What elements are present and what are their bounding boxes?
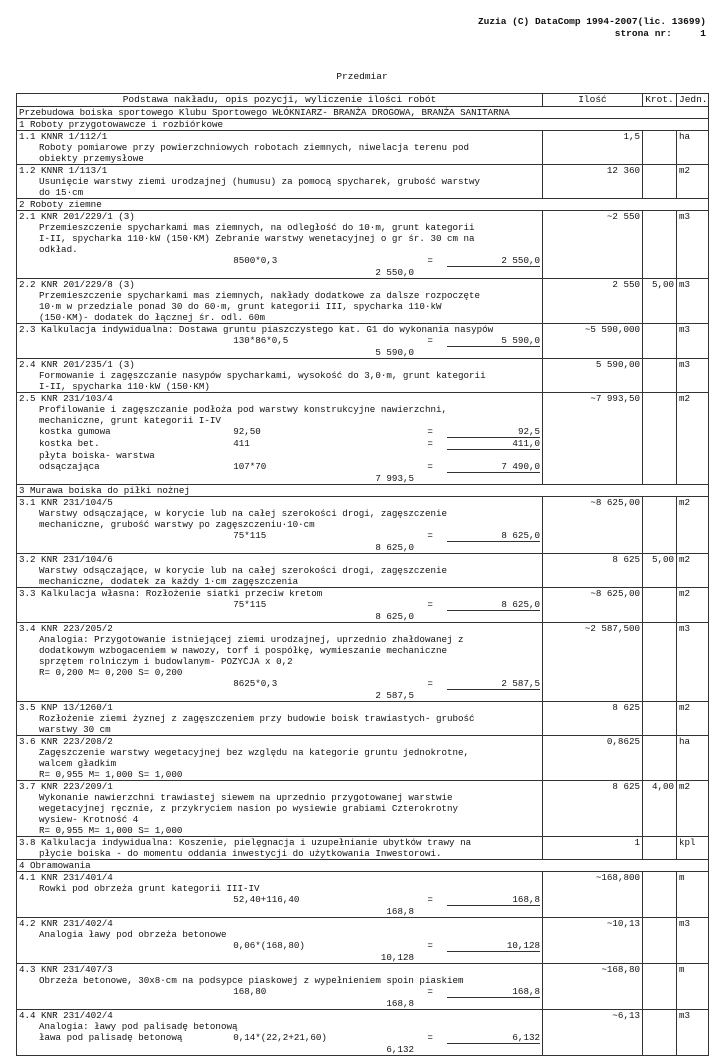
item-unit: m3 [677,359,709,393]
calc-equals: = [427,986,433,997]
item-quantity: ~5 590,000 [543,324,643,359]
item-unit: m2 [677,554,709,588]
position-code: 3.7 KNR 223/209/1 [19,781,113,792]
section-title: 2 Roboty ziemne [17,199,709,211]
calc-line [19,1032,540,1044]
position-code: 2.5 KNR 231/103/4 [19,393,113,404]
item-unit: m2 [677,497,709,554]
calc-equals: = [427,335,433,346]
calc-label: odsączająca [39,461,100,472]
calc-equals: = [427,1032,433,1043]
item-multiplier: 5,00 [643,554,677,588]
item-description: Przemieszczenie spycharkami mas ziemnych, nakłady dodatkowe za dalsze rozpoczęte 10·m w przedziale ponad 30 do 60·m, grunt kategorii III, spycharka 110·kW (150·KM)- dodatek do łącznej śr. odl. 60m [39,290,481,323]
calc-line [19,461,540,473]
calc-expression: 168,80 [233,986,267,997]
calc-sum [19,998,540,1009]
item-quantity: 0,8625 [543,736,643,781]
page-number-line: strona nr: 1 [614,27,706,39]
item-description-cell [17,918,543,964]
section-title: 1 Roboty przygotowawcze i rozbiórkowe [17,119,709,131]
calc-sum-value: 5 590,0 [375,347,414,358]
item-description-cell [17,702,543,736]
item-unit: m2 [677,702,709,736]
item-row [17,279,709,324]
position-code: 3.8 Kalkulacja indywidualna: Koszenie, pielęgnacja i uzupełnianie ubytków trawy na [19,837,472,848]
item-description-cell [17,131,543,165]
calc-sum [19,267,540,278]
calc-result: 92,5 [447,426,540,438]
item-row [17,918,709,964]
calc-expression: 92,50 [233,426,261,437]
item-description: Warstwy odsączające, w korycie lub na całej szerokości drogi, zagęszczenie mechaniczne, grubość warstwy po zagęszczeniu·10·cm [39,508,447,530]
calc-equals: = [427,530,433,541]
calc-expression: 107*70 [233,461,267,472]
item-quantity: ~7 993,50 [543,393,643,485]
item-multiplier [643,131,677,165]
calc-result: 168,8 [447,986,540,998]
item-description-cell [17,1010,543,1056]
calc-label [39,940,233,952]
calc-expression: 52,40+116,40 [233,894,300,905]
calc-result [447,450,540,461]
calc-sum-value: 168,8 [386,998,414,1009]
item-description: Rozłożenie ziemi żyznej z zagęszczeniem przy budowie boisk trawiastych- grubość warstwy 30 cm [39,713,475,735]
item-description-cell [17,393,543,485]
item-row [17,393,709,485]
license-line: Zuzia (C) DataComp 1994-2007(lic. 13699) [477,16,706,27]
item-description-cell [17,872,543,918]
calc-result: 2 550,0 [447,255,540,267]
item-unit: m3 [677,918,709,964]
position-code: 2.4 KNR 201/235/1 (3) [19,359,135,370]
calc-result: 411,0 [447,438,540,450]
calc-sum [19,906,540,917]
item-description-cell [17,324,543,359]
item-unit: m3 [677,1010,709,1056]
item-quantity: ~168,800 [543,872,643,918]
calc-line [19,530,540,542]
calc-sum-value: 168,8 [386,906,414,917]
calc-sum [19,611,540,622]
col-qty-header: Ilość [543,94,643,107]
calc-sum [19,473,540,484]
calc-line [19,335,540,347]
item-quantity: ~6,13 [543,1010,643,1056]
item-description-cell [17,554,543,588]
item-unit: m2 [677,393,709,485]
calc-result: 168,8 [447,894,540,906]
calc-expression: 411 [233,438,250,449]
calc-equals: = [427,940,433,951]
project-title: Przebudowa boiska sportowego Klubu Sportowego WŁÓKNIARZ- BRANŻA DROGOWA, BRANŻA SANITARNA [17,107,709,119]
item-unit: m2 [677,165,709,199]
item-unit: m2 [677,781,709,837]
section-title: 4 Obramowania [17,860,709,872]
item-unit: m3 [677,211,709,279]
position-code: 1.2 KNNR 1/113/1 [19,165,108,176]
item-row [17,588,709,623]
item-row [17,359,709,393]
item-description: Obrzeża betonowe, 30x8·cm na podsypce piaskowej z wypełnieniem spoin piaskiem [39,975,464,986]
item-description: Warstwy odsączające, w korycie lub na całej szerokości drogi, zagęszczenie mechaniczne, dodatek za każdy 1·cm zagęszczenia [39,565,447,587]
item-unit: ha [677,736,709,781]
calc-sum-value: 10,128 [380,952,414,963]
calc-equals: = [427,255,433,266]
item-multiplier [643,872,677,918]
calc-line [19,426,540,438]
item-row [17,497,709,554]
calc-equals: = [427,438,433,449]
item-description-cell [17,736,543,781]
calc-label: kostka bet. [39,438,100,449]
calc-equals [427,450,446,461]
item-description-cell [17,588,543,623]
position-code: 2.2 KNR 201/229/8 (3) [19,279,135,290]
item-row [17,736,709,781]
item-description: Wykonanie nawierzchni trawiastej siewem na uprzednio przygotowanej warstwie wegetacyjnej ręcznie, z przykryciem nasion po wysiewie grabiami Czterokrotny wysiew- Krotność 4 R= 0,955 M= 1,000 S= 1,000 [39,792,459,836]
position-code: 3.1 KNR 231/104/5 [19,497,113,508]
calc-line [19,450,540,461]
item-row [17,324,709,359]
calc-label [39,894,233,906]
calc-sum [19,1044,540,1055]
position-code: 4.1 KNR 231/401/4 [19,872,113,883]
item-quantity: 12 360 [543,165,643,199]
position-code: 2.3 Kalkulacja indywidualna: Dostawa gruntu piaszczystego kat. G1 do wykonania nasypów [19,324,494,335]
item-description-cell [17,781,543,837]
calc-label: kostka gumowa [39,426,111,437]
calc-label: ława pod palisadę betonową [39,1032,183,1043]
calc-sum [19,542,540,553]
calc-line [19,255,540,267]
item-multiplier [643,736,677,781]
item-row [17,623,709,702]
section-row [17,860,709,872]
item-multiplier [643,324,677,359]
calc-equals: = [427,426,433,437]
position-code: 4.4 KNR 231/402/4 [19,1010,113,1021]
item-multiplier [643,837,677,860]
calc-expression: 130*86*0,5 [233,335,289,346]
item-row [17,131,709,165]
item-description-cell [17,623,543,702]
item-description-cell [17,359,543,393]
col-krot-header: Krot. [643,94,677,107]
calc-line [19,599,540,611]
item-multiplier [643,211,677,279]
item-description-cell [17,279,543,324]
item-multiplier: 5,00 [643,279,677,324]
item-multiplier [643,918,677,964]
item-description: Profilowanie i zagęszczanie podłoża pod warstwy konstrukcyjne nawierzchni, mechaniczne, grunt kategorii I-IV [39,404,447,426]
item-description-cell [17,211,543,279]
item-unit: kpl [677,837,709,860]
item-description: Zagęszczenie warstwy wegetacyjnej bez względu na kategorie gruntu jednokrotne, walcem gładkim R= 0,955 M= 1,000 S= 1,000 [39,747,470,780]
calc-label [39,255,233,267]
item-multiplier [643,588,677,623]
item-row [17,165,709,199]
item-unit: m [677,872,709,918]
calc-expression: 75*115 [233,599,267,610]
item-row [17,1010,709,1056]
position-code: 4.3 KNR 231/407/3 [19,964,113,975]
calc-result: 8 625,0 [447,599,540,611]
position-code: 4.2 KNR 231/402/4 [19,918,113,929]
calc-result: 10,128 [447,940,540,952]
position-code: 2.1 KNR 201/229/1 (3) [19,211,135,222]
calc-result: 6,132 [447,1032,540,1044]
item-multiplier [643,165,677,199]
item-description-cell [17,964,543,1010]
calc-sum-value: 2 550,0 [375,267,414,278]
calc-label [39,599,233,611]
estimate-table [16,93,709,1056]
section-title: 3 Murawa boiska do piłki nożnej [17,485,709,497]
calc-line [19,986,540,998]
item-multiplier: 4,00 [643,781,677,837]
table-header-row [17,94,709,107]
document-header [478,16,706,39]
calc-sum-value: 8 625,0 [375,611,414,622]
item-description: Analogia ławy pod obrzeża betonowe [39,929,227,940]
item-unit: m3 [677,623,709,702]
calc-equals: = [427,678,433,689]
item-quantity: 8 625 [543,781,643,837]
item-quantity: 5 590,00 [543,359,643,393]
calc-sum-value: 7 993,5 [375,473,414,484]
item-row [17,211,709,279]
item-quantity: ~8 625,00 [543,497,643,554]
item-quantity: ~168,80 [543,964,643,1010]
item-multiplier [643,623,677,702]
calc-sum [19,347,540,358]
item-row [17,702,709,736]
calc-equals: = [427,894,433,905]
item-quantity: ~2 550 [543,211,643,279]
item-description: płycie boiska - do momentu oddania inwestycji do użytkowania Inwestorowi. [39,848,442,859]
calc-expression: 75*115 [233,530,267,541]
item-multiplier [643,393,677,485]
item-description: Rowki pod obrzeża grunt kategorii III-IV [39,883,260,894]
calc-line [19,940,540,952]
position-code: 3.4 KNR 223/205/2 [19,623,113,634]
calc-line [19,438,540,450]
item-quantity: ~2 587,500 [543,623,643,702]
item-quantity: 8 625 [543,702,643,736]
calc-sum-value: 2 587,5 [375,690,414,701]
item-quantity: 1 [543,837,643,860]
item-quantity: ~8 625,00 [543,588,643,623]
item-row [17,964,709,1010]
item-row [17,837,709,860]
col-unit-header: Jedn. [677,94,709,107]
calc-expression: 0,14*(22,2+21,60) [233,1032,327,1043]
calc-expression: 8500*0,3 [233,255,278,266]
item-description-cell [17,837,543,860]
section-row [17,199,709,211]
calc-equals: = [427,461,433,472]
item-multiplier [643,497,677,554]
calc-sum-value: 8 625,0 [375,542,414,553]
item-unit: m [677,964,709,1010]
col-desc-header: Podstawa nakładu, opis pozycji, wyliczenie ilości robót [17,94,543,107]
item-multiplier [643,359,677,393]
item-quantity: 1,5 [543,131,643,165]
calc-expression: 0,06*(168,80) [233,940,305,951]
calc-result: 7 490,0 [447,461,540,473]
item-row [17,872,709,918]
calc-label [39,986,233,998]
item-unit: m2 [677,588,709,623]
calc-line [19,678,540,690]
position-code: 3.5 KNP 13/1260/1 [19,702,113,713]
calc-sum [19,952,540,963]
position-code: 3.2 KNR 231/104/6 [19,554,113,565]
item-description-cell [17,497,543,554]
calc-expression: 8625*0,3 [233,678,278,689]
position-code: 1.1 KNNR 1/112/1 [19,131,108,142]
item-unit: m3 [677,324,709,359]
calc-result: 8 625,0 [447,530,540,542]
item-multiplier [643,964,677,1010]
item-quantity: ~10,13 [543,918,643,964]
item-description: Analogia: Przygotowanie istniejącej ziemi urodzajnej, uprzednio zhałdowanej z dodatkowym wzbogaceniem w nawozy, torf i pospółkę, wymieszanie mechaniczne sprzętem rolniczym i budowlanym- POZYCJA x 0,2 R= 0,200 M= 0,200 S= 0,200 [39,634,464,678]
item-description: Roboty pomiarowe przy powierzchniowych robotach ziemnych, niwelacja terenu pod obiekty przemysłowe [39,142,470,164]
calc-expression [233,450,427,461]
section-row [17,485,709,497]
item-multiplier [643,1010,677,1056]
item-description: Analogia: ławy pod palisadę betonową [39,1021,238,1032]
calc-equals: = [427,599,433,610]
position-code: 3.3 Kalkulacja własna: Rozłożenie siatki przeciw kretom [19,588,323,599]
calc-result: 5 590,0 [447,335,540,347]
calc-result: 2 587,5 [447,678,540,690]
position-code: 3.6 KNR 223/208/2 [19,736,113,747]
item-quantity: 2 550 [543,279,643,324]
item-description: Formowanie i zagęszczanie nasypów spycharkami, wysokość do 3,0·m, grunt kategorii I-II, spycharka 110·kW (150·KM) [39,370,486,392]
item-description: Przemieszczenie spycharkami mas ziemnych, na odległość do 10·m, grunt kategorii I-II, spycharka 110·kW (150·KM) Zebranie warstwy wenetacyjnej o gr śr. 30 cm na odkład. [39,222,475,255]
calc-sum [19,690,540,701]
calc-label: płyta boiska- warstwa [39,450,155,461]
item-row [17,554,709,588]
item-unit: m3 [677,279,709,324]
section-row [17,119,709,131]
document-title: Przedmiar [336,71,388,82]
calc-label [39,335,233,347]
item-row [17,781,709,837]
item-quantity: 8 625 [543,554,643,588]
calc-label [39,530,233,542]
project-row [17,107,709,119]
item-description-cell [17,165,543,199]
calc-line [19,894,540,906]
calc-sum-value: 6,132 [386,1044,414,1055]
calc-label [39,678,233,690]
item-description: Usunięcie warstwy ziemi urodzajnej (humusu) za pomocą spycharek, grubość warstwy do 15·cm [39,176,481,198]
item-multiplier [643,702,677,736]
item-unit: ha [677,131,709,165]
